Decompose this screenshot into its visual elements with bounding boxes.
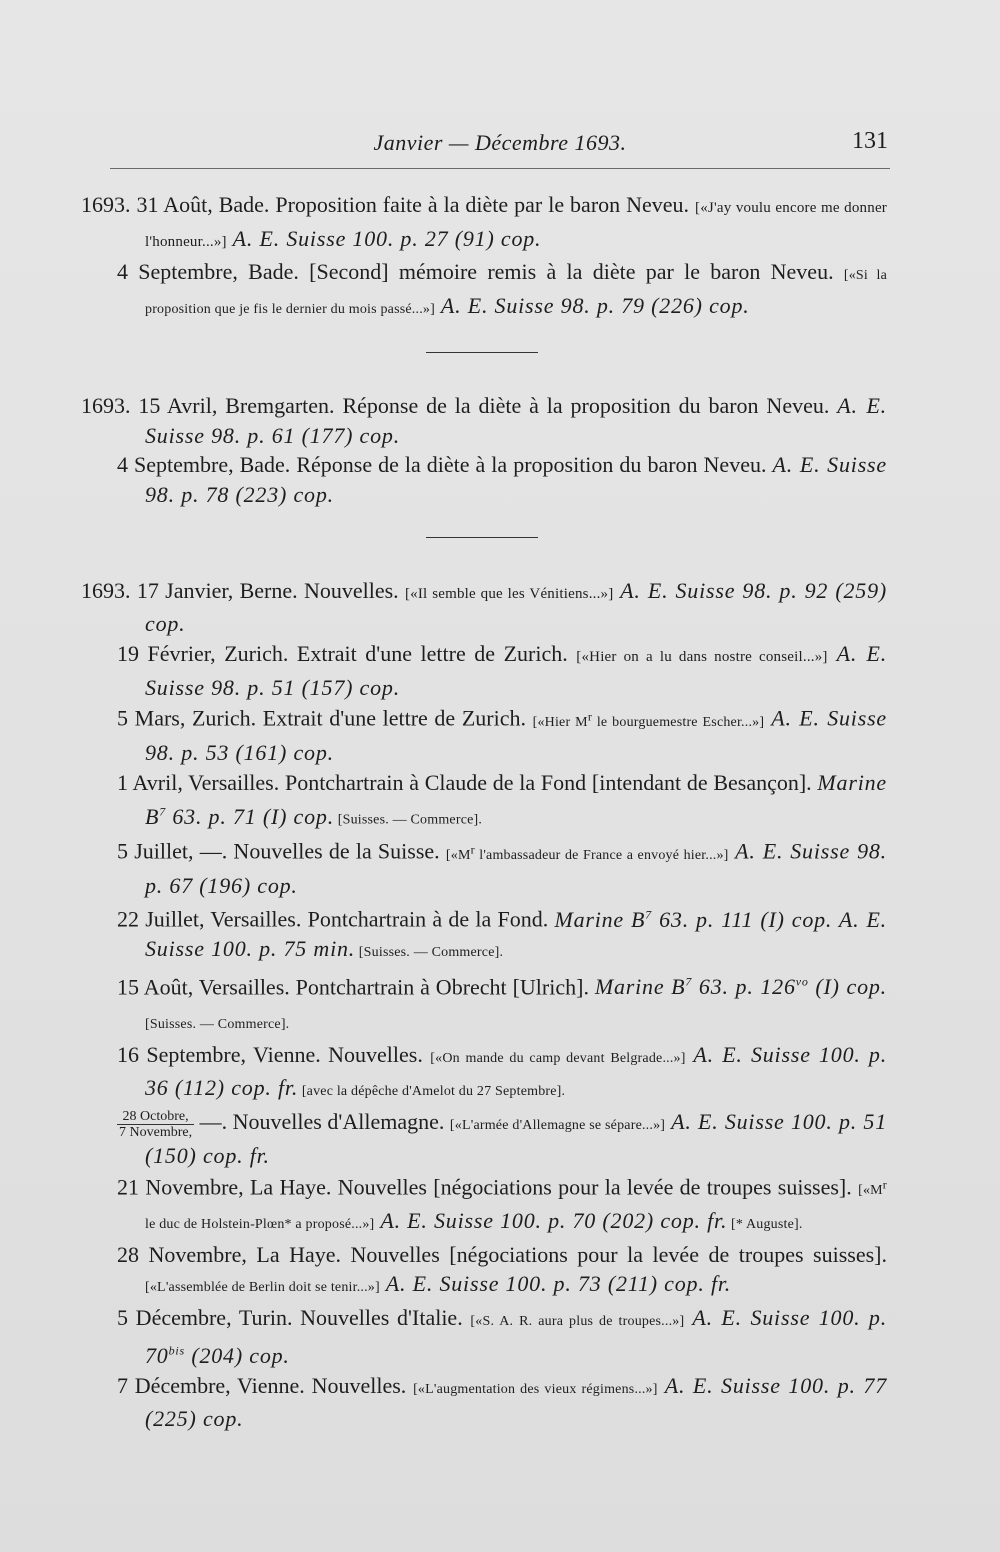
entry-text: Nouvelles.: [304, 1372, 414, 1398]
date-fraction-top: 28 Octobre,: [117, 1109, 194, 1125]
running-title: Janvier — Décembre 1693.: [373, 130, 627, 155]
entry-date: 5 Décembre, Turin.: [117, 1305, 293, 1331]
section-1: [81, 190, 888, 325]
entry-source: A. E. Suisse 98. p. 79 (226) cop.: [434, 293, 750, 319]
entry: [117, 768, 887, 836]
entry-source: A. E. Suisse 100. p. 70 (202) cop. fr.: [374, 1207, 728, 1233]
entry-text: Nouvelles [négociations pour la levée de troupes suisses].: [341, 1241, 887, 1267]
entry-source: A. E. Suisse 100. p. 27 (91) cop.: [226, 225, 542, 251]
document-body: [81, 190, 888, 1434]
entry-text: Pontchartrain à Claude de la Fond [intendant de Besançon].: [279, 769, 818, 795]
entry-quote: [«On mande du camp devant Belgrade...»]: [430, 1050, 686, 1066]
entry-date: 28 Novembre, La Haye.: [117, 1241, 342, 1267]
entry-date: 15 Août, Versailles.: [117, 974, 290, 1000]
entry-quote: [«L'assemblée de Berlin doit se tenir...»]: [145, 1280, 380, 1296]
entry-date: 5 Mars, Zurich.: [117, 706, 257, 732]
entry-text: Réponse de la diète à la proposition du baron Neveu.: [290, 452, 773, 478]
entry-quote: [«S. A. R. aura plus de troupes...»]: [470, 1314, 685, 1330]
entry: [81, 190, 887, 257]
entry-text: Nouvelles.: [297, 577, 405, 603]
entry-date: 1693. 15 Avril, Bremgarten.: [81, 392, 335, 418]
entry-source: A. E. Suisse 100. p. $70^{bis}$ (204) cop.: [145, 1305, 888, 1369]
entry-date: 5 Juillet, —.: [117, 838, 228, 864]
entry-text: Extrait d'une lettre de Zurich.: [288, 641, 577, 667]
entry: [117, 1303, 887, 1371]
entry-date: 7 Décembre, Vienne.: [117, 1372, 305, 1398]
entry-date: 4 Septembre, Bade.: [117, 259, 299, 285]
entry-quote: [«$M^r$ le duc de Holstein-Plœn* a proposé...»]: [145, 1177, 887, 1232]
entry-source: A. E. Suisse 98. p. 51 (157) cop.: [145, 641, 887, 700]
entry-text: [Second] mémoire remis à la diète par le baron Neveu.: [298, 259, 844, 285]
page-number: 131: [852, 128, 888, 154]
entry: [81, 391, 887, 450]
entry-text: Nouvelles d'Allemagne.: [227, 1109, 450, 1135]
entry: [117, 1107, 887, 1170]
entry-text: Réponse de la diète à la proposition du baron Neveu.: [334, 392, 838, 418]
date-fraction: [117, 1109, 194, 1140]
entry-ref: [Suisses. — Commerce].: [145, 1017, 290, 1033]
entry-date: 1693. 31 Août, Bade.: [81, 192, 270, 217]
page-header: [110, 128, 890, 169]
entry: [117, 702, 887, 767]
entry-source: Marine $B^7$ 63. p. $126^{vo}$ (I) cop.: [594, 974, 887, 1000]
entry-text: Extrait d'une lettre de Zurich.: [256, 706, 533, 732]
entry-date: 19 Février, Zurich.: [117, 641, 289, 667]
entry-ref: [avec la dépêche d'Amelot du 27 Septembre].: [298, 1084, 566, 1100]
entry-text: Nouvelles de la Suisse.: [227, 838, 446, 864]
section-divider: [426, 537, 538, 538]
entry-source: A. E. Suisse 98. p. 78 (223) cop.: [145, 452, 887, 507]
entry: [117, 450, 887, 509]
entry-source: A. E. Suisse 98. p. 92 (259) cop.: [145, 577, 888, 637]
entry-date: 21 Novembre, La Haye.: [117, 1174, 332, 1200]
entry: [117, 1240, 887, 1303]
entry: [117, 257, 887, 324]
entry-text: Nouvelles.: [320, 1041, 431, 1067]
entry-date: 22 Juillet, Versailles.: [117, 906, 302, 932]
entry: [117, 968, 887, 1040]
entry-source: Marine $B^7$ 63. p. 71 (I) cop.: [145, 769, 887, 829]
entry: [117, 900, 887, 968]
entry-source: A. E. Suisse 100. p. 36 (112) cop. fr.: [145, 1041, 887, 1101]
entry-text: Nouvelles [négociations pour la levée de troupes suisses].: [331, 1174, 859, 1200]
entry-text: Pontchartrain à de la Fond.: [301, 906, 555, 932]
entry: [117, 1171, 887, 1240]
entry-quote: [«$M^r$ l'ambassadeur de France a envoyé hier...»]: [445, 842, 729, 863]
entry-quote: [«J'ay voulu encore me donner l'honneur...»]: [145, 200, 887, 250]
entry-source: A. E. Suisse 98. p. 67 (196) cop.: [145, 838, 887, 898]
entry-source: A. E. Suisse 100. p. 73 (211) cop. fr.: [379, 1271, 732, 1297]
entry-source: A. E. Suisse 98. p. 53 (161) cop.: [145, 706, 887, 765]
entry-source: Marine $B^7$ 63. p. 111 (I) cop. A. E. Suisse 100. p. 75 min.: [145, 906, 887, 962]
entry: [117, 1371, 887, 1434]
entry-quote: [«Hier on a lu dans nostre conseil...»]: [576, 649, 828, 666]
entry-ref: [* Auguste].: [727, 1216, 803, 1232]
entry-quote: [«L'armée d'Allemagne se sépare...»]: [449, 1118, 666, 1134]
entry-quote: [«Si la proposition que je fis le dernier du mois passé...»]: [145, 268, 888, 318]
entry: [117, 639, 887, 702]
section-divider: [426, 352, 538, 353]
entry-text: Pontchartrain à Obrecht [Ulrich].: [289, 974, 595, 1000]
entry-source: A. E. Suisse 98. p. 61 (177) cop.: [145, 392, 887, 448]
entry-quote: [«Il semble que les Vénitiens...»]: [404, 585, 614, 602]
date-fraction-bottom: 7 Novembre,: [119, 1124, 193, 1140]
entry-text: Nouvelles d'Italie.: [292, 1305, 471, 1331]
entry-date: —.: [194, 1109, 228, 1135]
entry: [117, 835, 887, 900]
entry-ref: [Suisses. — Commerce].: [355, 945, 504, 961]
entry-ref: [Suisses. — Commerce].: [334, 812, 483, 828]
entry-date: 4 Septembre, Bade.: [117, 452, 291, 478]
entry-source: A. E. Suisse 100. p. 51 (150) cop. fr.: [145, 1109, 888, 1168]
entry-source: A. E. Suisse 100. p. 77 (225) cop.: [145, 1372, 888, 1432]
entry-date: 16 Septembre, Vienne.: [117, 1041, 321, 1067]
entry-text: Proposition faite à la diète par le baron Neveu.: [269, 192, 696, 217]
entry-quote: [«L'augmentation des vieux régimens...»]: [413, 1381, 658, 1397]
entry-date: 1693. 17 Janvier, Berne.: [81, 577, 298, 603]
entry-date: 1 Avril, Versailles.: [117, 769, 280, 795]
entry-quote: [«Hier $M^r$ le bourguemestre Escher...»]: [532, 709, 765, 731]
section-2: [81, 391, 887, 510]
section-3: [81, 576, 888, 1435]
entry: [81, 576, 888, 639]
entry: [117, 1040, 887, 1107]
